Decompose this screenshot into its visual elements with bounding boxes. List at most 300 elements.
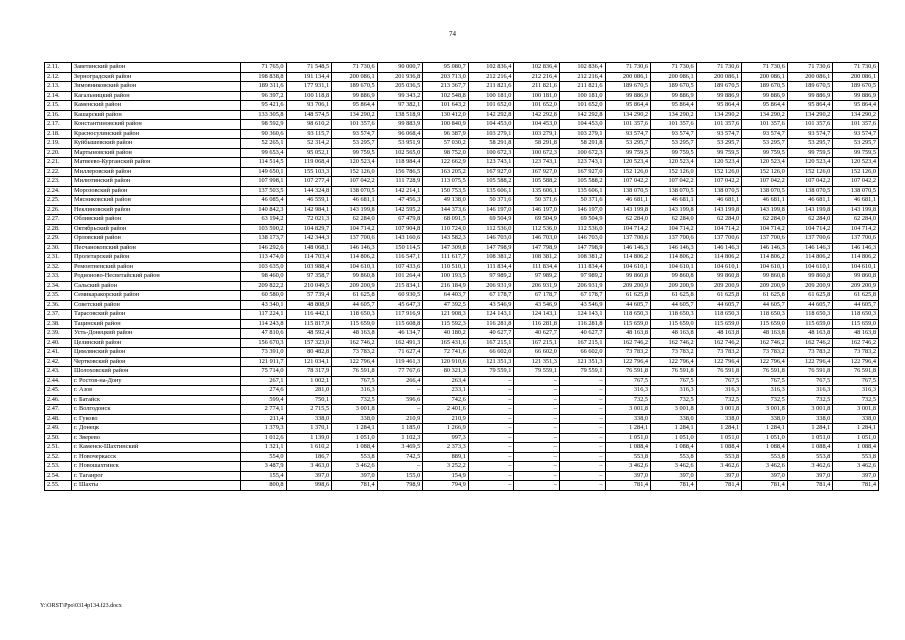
value-cell: 135 606,1: [559, 186, 605, 196]
value-cell: 47 810,6: [241, 329, 287, 339]
value-cell: 68 091,5: [423, 215, 469, 225]
value-cell: 48 163,8: [833, 329, 879, 339]
table-row: [45, 433, 879, 443]
value-cell: 599,4: [241, 395, 287, 405]
district-name-cell: Неклиновский район: [72, 205, 241, 215]
value-cell: 61 625,8: [787, 291, 833, 301]
value-cell: 99 860,8: [651, 272, 697, 282]
row-number-cell: 2.30.: [45, 243, 72, 253]
value-cell: 62 284,0: [605, 215, 651, 225]
value-cell: 96 397,2: [241, 91, 287, 101]
value-cell: 44 605,7: [332, 300, 378, 310]
value-cell: 205 036,5: [377, 82, 423, 92]
value-cell: 167 215,1: [514, 338, 560, 348]
value-cell: 115 659,0: [833, 319, 879, 329]
district-name-cell: Заветинский район: [72, 63, 241, 73]
value-cell: 206 931,9: [468, 281, 514, 291]
value-cell: 104 714,2: [787, 224, 833, 234]
value-cell: –: [559, 405, 605, 415]
data-table-container: [44, 62, 879, 491]
value-cell: 553,8: [332, 452, 378, 462]
value-cell: 140 842,3: [241, 205, 287, 215]
value-cell: 1 102,3: [377, 433, 423, 443]
value-cell: 61 625,8: [742, 291, 788, 301]
value-cell: 97 382,1: [377, 101, 423, 111]
row-number-cell: 2.42.: [45, 357, 72, 367]
district-name-cell: Морозовский район: [72, 186, 241, 196]
value-cell: 99 343,2: [377, 91, 423, 101]
value-cell: 93 574,7: [787, 129, 833, 139]
table-row: [45, 405, 879, 415]
value-cell: 99 860,8: [696, 272, 742, 282]
value-cell: 137 503,5: [241, 186, 287, 196]
value-cell: 122 796,4: [332, 357, 378, 367]
value-cell: 750,1: [286, 395, 332, 405]
value-cell: 66 602,0: [559, 348, 605, 358]
value-cell: 162 746,2: [696, 338, 742, 348]
value-cell: 73 391,0: [241, 348, 287, 358]
value-cell: 146 146,3: [332, 243, 378, 253]
value-cell: 104 610,1: [605, 262, 651, 272]
value-cell: 69 504,9: [468, 215, 514, 225]
value-cell: 46 681,1: [651, 196, 697, 206]
table-row: [45, 91, 879, 101]
value-cell: 3 469,5: [377, 443, 423, 453]
value-cell: 120 523,4: [696, 158, 742, 168]
district-name-cell: Мартыновский район: [72, 148, 241, 158]
table-row: [45, 177, 879, 187]
value-cell: 104 714,2: [651, 224, 697, 234]
value-cell: 189 670,5: [651, 82, 697, 92]
row-number-cell: 2.17.: [45, 120, 72, 130]
district-name-cell: Милютинский район: [72, 177, 241, 187]
value-cell: 3 252,2: [423, 462, 469, 472]
value-cell: 114 806,2: [696, 253, 742, 263]
value-cell: 152 126,0: [787, 167, 833, 177]
value-cell: 554,0: [241, 452, 287, 462]
district-name-cell: Чертковский район: [72, 357, 241, 367]
value-cell: 146 146,3: [833, 243, 879, 253]
district-name-cell: Усть-Донецкий район: [72, 329, 241, 339]
value-cell: 146 703,0: [514, 234, 560, 244]
table-row: [45, 72, 879, 82]
value-cell: 122 662,9: [423, 158, 469, 168]
value-cell: 95 421,6: [241, 101, 287, 111]
value-cell: –: [468, 376, 514, 386]
value-cell: 316,3: [651, 386, 697, 396]
value-cell: 200 086,1: [787, 72, 833, 82]
value-cell: 142 292,8: [559, 110, 605, 120]
value-cell: 121 911,7: [241, 357, 287, 367]
table-row: [45, 348, 879, 358]
value-cell: –: [559, 376, 605, 386]
value-cell: 156 786,5: [377, 167, 423, 177]
value-cell: 732,5: [605, 395, 651, 405]
value-cell: 130 412,0: [423, 110, 469, 120]
value-cell: 781,4: [696, 481, 742, 491]
district-name-cell: г. Донецк: [72, 424, 241, 434]
table-row: [45, 148, 879, 158]
value-cell: 142 344,3: [286, 234, 332, 244]
value-cell: 93 574,7: [696, 129, 742, 139]
table-row: [45, 215, 879, 225]
district-name-cell: г. Батайск: [72, 395, 241, 405]
value-cell: 46 681,1: [742, 196, 788, 206]
value-cell: 138 070,5: [332, 186, 378, 196]
value-cell: 798,9: [377, 481, 423, 491]
value-cell: 97 989,2: [468, 272, 514, 282]
value-cell: 104 453,0: [514, 120, 560, 130]
value-cell: 215 834,1: [377, 281, 423, 291]
value-cell: 150 753,5: [423, 186, 469, 196]
district-name-cell: Песчанокопский район: [72, 243, 241, 253]
value-cell: 46 681,1: [833, 196, 879, 206]
value-cell: 3 462,6: [605, 462, 651, 472]
value-cell: 43 340,1: [241, 300, 287, 310]
value-cell: 997,3: [423, 433, 469, 443]
value-cell: 100 672,3: [468, 148, 514, 158]
value-cell: 112 536,0: [559, 224, 605, 234]
value-cell: 134 290,2: [787, 110, 833, 120]
value-cell: 146 146,3: [696, 243, 742, 253]
value-cell: 189 670,5: [742, 82, 788, 92]
value-cell: 162 746,2: [332, 338, 378, 348]
value-cell: 1 610,2: [286, 443, 332, 453]
value-cell: 146 146,3: [787, 243, 833, 253]
value-cell: 152 126,0: [605, 167, 651, 177]
value-cell: 95 864,4: [332, 101, 378, 111]
value-cell: 104 453,0: [468, 120, 514, 130]
value-cell: 122 796,4: [605, 357, 651, 367]
value-cell: 124 143,1: [468, 310, 514, 320]
value-cell: 104 610,1: [787, 262, 833, 272]
value-cell: 162 746,2: [833, 338, 879, 348]
value-cell: 203 713,0: [423, 72, 469, 82]
value-cell: 102 565,0: [377, 148, 423, 158]
value-cell: 177 931,1: [286, 82, 332, 92]
value-cell: 115 659,0: [605, 319, 651, 329]
value-cell: 1 051,0: [787, 433, 833, 443]
value-cell: 122 796,4: [651, 357, 697, 367]
value-cell: 116 281,8: [468, 319, 514, 329]
value-cell: 53 295,7: [605, 139, 651, 149]
value-cell: 71 730,6: [605, 63, 651, 73]
value-cell: 142 595,2: [377, 205, 423, 215]
value-cell: 118 650,3: [742, 310, 788, 320]
value-cell: 3 462,6: [696, 462, 742, 472]
value-cell: 71 730,6: [833, 63, 879, 73]
value-cell: 43 546,9: [514, 300, 560, 310]
value-cell: 97 358,7: [286, 272, 332, 282]
value-cell: –: [559, 424, 605, 434]
row-number-cell: 2.11.: [45, 63, 72, 73]
value-cell: 121 351,3: [559, 357, 605, 367]
row-number-cell: 2.19.: [45, 139, 72, 149]
row-number-cell: 2.21.: [45, 158, 72, 168]
value-cell: 115 659,0: [742, 319, 788, 329]
value-cell: 49 138,0: [423, 196, 469, 206]
value-cell: 155 103,3: [286, 167, 332, 177]
value-cell: 45 647,3: [377, 300, 423, 310]
value-cell: 95 864,4: [696, 101, 742, 111]
value-cell: 123 743,1: [559, 158, 605, 168]
value-cell: 57 030,2: [423, 139, 469, 149]
value-cell: 596,6: [377, 395, 423, 405]
value-cell: 103 590,2: [241, 224, 287, 234]
value-cell: 44 605,7: [787, 300, 833, 310]
value-cell: 62 284,0: [696, 215, 742, 225]
table-row: [45, 196, 879, 206]
value-cell: 209 200,9: [742, 281, 788, 291]
value-cell: 80 321,3: [423, 367, 469, 377]
district-name-cell: Тарасовский район: [72, 310, 241, 320]
value-cell: 1 266,9: [423, 424, 469, 434]
value-cell: 143 199,8: [332, 205, 378, 215]
value-cell: 138 070,5: [651, 186, 697, 196]
value-cell: 1 321,1: [241, 443, 287, 453]
value-cell: 767,5: [696, 376, 742, 386]
value-cell: 111 834,4: [559, 262, 605, 272]
table-body: [45, 63, 879, 491]
value-cell: 100 672,3: [514, 148, 560, 158]
value-cell: 76 591,8: [651, 367, 697, 377]
table-row: [45, 300, 879, 310]
value-cell: 143 199,8: [696, 205, 742, 215]
value-cell: 1 284,1: [787, 424, 833, 434]
value-cell: 62 284,0: [651, 215, 697, 225]
table-row: [45, 234, 879, 244]
value-cell: 105 588,2: [514, 177, 560, 187]
value-cell: 112 536,0: [468, 224, 514, 234]
value-cell: 99 886,9: [742, 91, 788, 101]
value-cell: 3 462,6: [332, 462, 378, 472]
value-cell: 114 806,2: [332, 253, 378, 263]
value-cell: 120 523,4: [833, 158, 879, 168]
value-cell: 100 181,0: [559, 91, 605, 101]
value-cell: 121 034,1: [286, 357, 332, 367]
value-cell: 553,8: [605, 452, 651, 462]
value-cell: 209 822,2: [241, 281, 287, 291]
value-cell: 553,8: [696, 452, 742, 462]
row-number-cell: 2.40.: [45, 338, 72, 348]
value-cell: 73 783,2: [605, 348, 651, 358]
row-number-cell: 2.24.: [45, 186, 72, 196]
value-cell: 107 904,8: [377, 224, 423, 234]
value-cell: 212 216,4: [559, 72, 605, 82]
district-name-cell: Октябрьский район: [72, 224, 241, 234]
value-cell: 103 279,1: [468, 129, 514, 139]
value-cell: 162 746,2: [605, 338, 651, 348]
value-cell: 114 806,2: [651, 253, 697, 263]
value-cell: –: [514, 481, 560, 491]
value-cell: –: [559, 481, 605, 491]
value-cell: 146 146,3: [605, 243, 651, 253]
value-cell: 124 143,1: [514, 310, 560, 320]
value-cell: 1 370,1: [286, 424, 332, 434]
value-cell: 99 886,9: [787, 91, 833, 101]
value-cell: 40 180,2: [423, 329, 469, 339]
value-cell: 98 752,0: [423, 148, 469, 158]
row-number-cell: 2.15.: [45, 101, 72, 111]
value-cell: 62 284,0: [742, 215, 788, 225]
value-cell: 732,5: [696, 395, 742, 405]
value-cell: 40 627,7: [559, 329, 605, 339]
value-cell: 121 351,3: [514, 357, 560, 367]
table-row: [45, 101, 879, 111]
value-cell: –: [559, 462, 605, 472]
value-cell: 95 864,4: [651, 101, 697, 111]
value-cell: 76 591,8: [332, 367, 378, 377]
value-cell: –: [468, 414, 514, 424]
value-cell: 200 086,1: [651, 72, 697, 82]
value-cell: 101 652,0: [559, 101, 605, 111]
value-cell: –: [559, 414, 605, 424]
value-cell: 99 883,9: [377, 120, 423, 130]
value-cell: 209 200,9: [787, 281, 833, 291]
value-cell: 43 546,9: [468, 300, 514, 310]
row-number-cell: 2.33.: [45, 272, 72, 282]
value-cell: 95 864,4: [833, 101, 879, 111]
value-cell: 781,4: [651, 481, 697, 491]
value-cell: 104 610,1: [651, 262, 697, 272]
value-cell: 104 714,2: [742, 224, 788, 234]
value-cell: 102 836,4: [468, 63, 514, 73]
value-cell: 135 606,1: [468, 186, 514, 196]
district-name-cell: Сальский район: [72, 281, 241, 291]
value-cell: 3 001,8: [742, 405, 788, 415]
value-cell: 101 264,4: [377, 272, 423, 282]
value-cell: 102 836,4: [559, 63, 605, 73]
value-cell: 553,8: [787, 452, 833, 462]
row-number-cell: 2.35.: [45, 291, 72, 301]
table-row: [45, 481, 879, 491]
district-name-cell: г. Новочеркасск: [72, 452, 241, 462]
district-name-cell: Куйбышевский район: [72, 139, 241, 149]
value-cell: 189 311,6: [241, 82, 287, 92]
value-cell: 64 403,7: [423, 291, 469, 301]
value-cell: 119 461,3: [377, 357, 423, 367]
district-name-cell: г. Каменск-Шахтинский: [72, 443, 241, 453]
value-cell: 44 605,7: [651, 300, 697, 310]
value-cell: 143 199,8: [787, 205, 833, 215]
value-cell: 1 088,4: [651, 443, 697, 453]
value-cell: 142 214,1: [377, 186, 423, 196]
value-cell: 397,0: [742, 471, 788, 481]
value-cell: 146 197,0: [514, 205, 560, 215]
value-cell: –: [468, 481, 514, 491]
value-cell: 61 625,8: [651, 291, 697, 301]
value-cell: 95 864,4: [605, 101, 651, 111]
value-cell: 99 886,9: [605, 91, 651, 101]
value-cell: 201 936,8: [377, 72, 423, 82]
table-row: [45, 424, 879, 434]
value-cell: 66 602,0: [468, 348, 514, 358]
value-cell: 48 163,8: [696, 329, 742, 339]
value-cell: 122 796,4: [787, 357, 833, 367]
district-name-cell: Миллеровский район: [72, 167, 241, 177]
table-row: [45, 357, 879, 367]
table-row: [45, 452, 879, 462]
value-cell: 58 291,8: [559, 139, 605, 149]
value-cell: 1 284,1: [742, 424, 788, 434]
table-row: [45, 186, 879, 196]
value-cell: 732,5: [787, 395, 833, 405]
value-cell: 198 838,8: [241, 72, 287, 82]
value-cell: 52 314,2: [286, 139, 332, 149]
value-cell: 100 672,3: [559, 148, 605, 158]
value-cell: 99 860,8: [787, 272, 833, 282]
district-name-cell: Родионово-Несветайский район: [72, 272, 241, 282]
value-cell: 397,0: [651, 471, 697, 481]
value-cell: 266,4: [377, 376, 423, 386]
value-cell: 397,0: [696, 471, 742, 481]
value-cell: 71 730,6: [332, 63, 378, 73]
value-cell: 96 387,9: [423, 129, 469, 139]
value-cell: 209 200,9: [696, 281, 742, 291]
value-cell: 99 759,5: [833, 148, 879, 158]
value-cell: 105 588,2: [468, 177, 514, 187]
value-cell: 72 021,3: [286, 215, 332, 225]
value-cell: 800,8: [241, 481, 287, 491]
value-cell: 143 199,8: [651, 205, 697, 215]
value-cell: 95 864,4: [742, 101, 788, 111]
value-cell: 53 295,7: [833, 139, 879, 149]
row-number-cell: 2.14.: [45, 91, 72, 101]
value-cell: 116 442,1: [286, 310, 332, 320]
value-cell: 66 602,0: [514, 348, 560, 358]
value-cell: 767,5: [742, 376, 788, 386]
value-cell: 48 808,9: [286, 300, 332, 310]
value-cell: 107 042,2: [605, 177, 651, 187]
row-number-cell: 2.20.: [45, 148, 72, 158]
value-cell: 3 462,6: [651, 462, 697, 472]
value-cell: 142 292,8: [468, 110, 514, 120]
value-cell: 115 659,0: [696, 319, 742, 329]
table-row: [45, 367, 879, 377]
table-row: [45, 158, 879, 168]
value-cell: 73 783,2: [787, 348, 833, 358]
row-number-cell: 2.18.: [45, 129, 72, 139]
value-cell: 104 714,2: [833, 224, 879, 234]
value-cell: 134 290,2: [833, 110, 879, 120]
value-cell: 99 759,5: [605, 148, 651, 158]
value-cell: 137 700,6: [605, 234, 651, 244]
value-cell: 1 051,0: [833, 433, 879, 443]
value-cell: 60 580,0: [241, 291, 287, 301]
value-cell: 267,1: [241, 376, 287, 386]
row-number-cell: 2.12.: [45, 72, 72, 82]
value-cell: 189 670,5: [787, 82, 833, 92]
value-cell: 71 730,6: [651, 63, 697, 73]
district-name-cell: Обливский район: [72, 215, 241, 225]
value-cell: 338,0: [833, 414, 879, 424]
value-cell: 107 433,6: [377, 262, 423, 272]
value-cell: 99 886,9: [651, 91, 697, 101]
value-cell: 163 205,2: [423, 167, 469, 177]
value-cell: 58 291,8: [514, 139, 560, 149]
value-cell: 80 482,8: [286, 348, 332, 358]
table-row: [45, 120, 879, 130]
value-cell: 103 279,1: [559, 129, 605, 139]
value-cell: 118 650,3: [696, 310, 742, 320]
value-cell: 67 178,7: [514, 291, 560, 301]
value-cell: 99 759,5: [696, 148, 742, 158]
value-cell: 209 200,9: [833, 281, 879, 291]
district-name-cell: Матвеево-Курганский район: [72, 158, 241, 168]
value-cell: 200 086,1: [742, 72, 788, 82]
value-cell: 79 559,1: [468, 367, 514, 377]
value-cell: 114 806,2: [605, 253, 651, 263]
